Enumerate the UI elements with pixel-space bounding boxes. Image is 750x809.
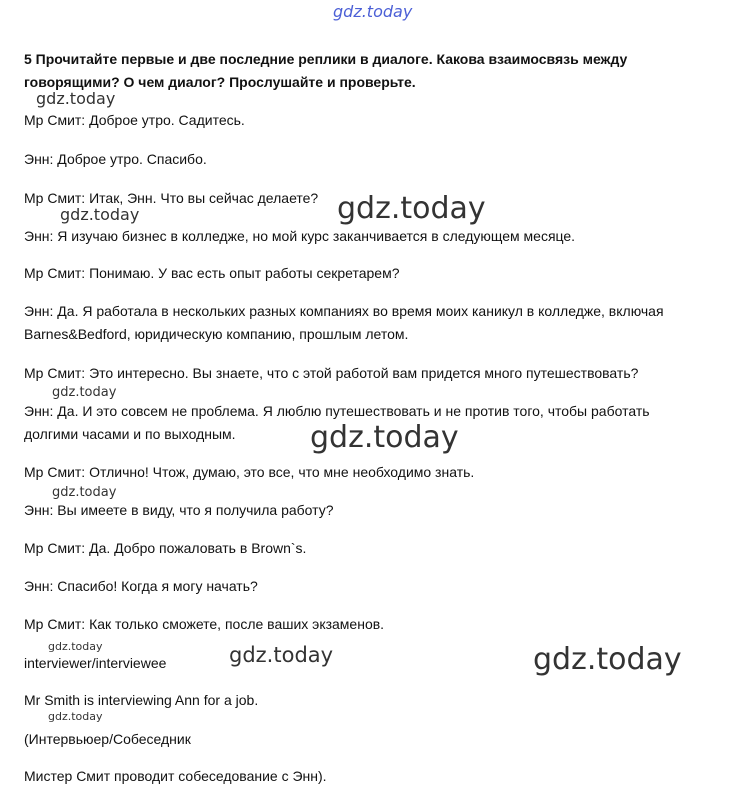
dialogue-line: Энн: Доброе утро. Спасибо. <box>24 151 207 167</box>
dialogue-line: Энн: Да. Я работала в нескольких разных компаниях во время моих каникул в колледже, включая <box>24 303 664 319</box>
task-text-line-1: 5 Прочитайте первые и две последние реплики в диалоге. Какова взаимосвязь между <box>24 51 628 67</box>
dialogue-line: Мр Смит: Итак, Энн. Что вы сейчас делаете? <box>24 190 319 206</box>
watermark: gdz.today <box>229 643 334 667</box>
answer-line: Мистер Смит проводит собеседование с Энн). <box>24 768 327 784</box>
dialogue-line: Мр Смит: Да. Добро пожаловать в Brown`s. <box>24 540 307 556</box>
dialogue-line: долгими часами и по выходным. <box>24 426 236 442</box>
dialogue-line: Мр Смит: Понимаю. У вас есть опыт работы секретарем? <box>24 265 400 281</box>
dialogue-line: Энн: Спасибо! Когда я могу начать? <box>24 578 258 594</box>
watermark: gdz.today <box>52 485 117 500</box>
answer-line: (Интервьюер/Собеседник <box>24 731 191 747</box>
watermark: gdz.today <box>48 640 103 653</box>
watermark: gdz.today <box>337 191 486 226</box>
answer-line: interviewer/interviewee <box>24 655 167 671</box>
task-text-line-2: говорящими? О чем диалог? Прослушайте и проверьте. <box>24 74 416 90</box>
dialogue-line: Barnes&Bedford, юридическую компанию, прошлым летом. <box>24 326 409 342</box>
answer-line: Mr Smith is interviewing Ann for a job. <box>24 692 259 708</box>
watermark: gdz.today <box>533 642 682 677</box>
watermark: gdz.today <box>52 385 117 400</box>
dialogue-line: Мр Смит: Это интересно. Вы знаете, что с этой работой вам придется много путешествовать? <box>24 365 639 381</box>
watermark: gdz.today <box>36 89 116 108</box>
dialogue-line: Энн: Да. И это совсем не проблема. Я люблю путешествовать и не против того, чтобы работать <box>24 403 650 419</box>
watermark-link-top[interactable]: gdz.today <box>333 2 413 21</box>
dialogue-line: Энн: Вы имеете в виду, что я получила работу? <box>24 502 334 518</box>
dialogue-line: Мр Смит: Как только сможете, после ваших экзаменов. <box>24 616 385 632</box>
dialogue-line: Мр Смит: Отлично! Чтож, думаю, это все, что мне необходимо знать. <box>24 464 475 480</box>
dialogue-line: Энн: Я изучаю бизнес в колледже, но мой курс заканчивается в следующем месяце. <box>24 228 576 244</box>
watermark: gdz.today <box>310 420 459 455</box>
watermark: gdz.today <box>48 710 103 723</box>
watermark: gdz.today <box>60 205 140 224</box>
dialogue-line: Мр Смит: Доброе утро. Садитесь. <box>24 112 245 128</box>
